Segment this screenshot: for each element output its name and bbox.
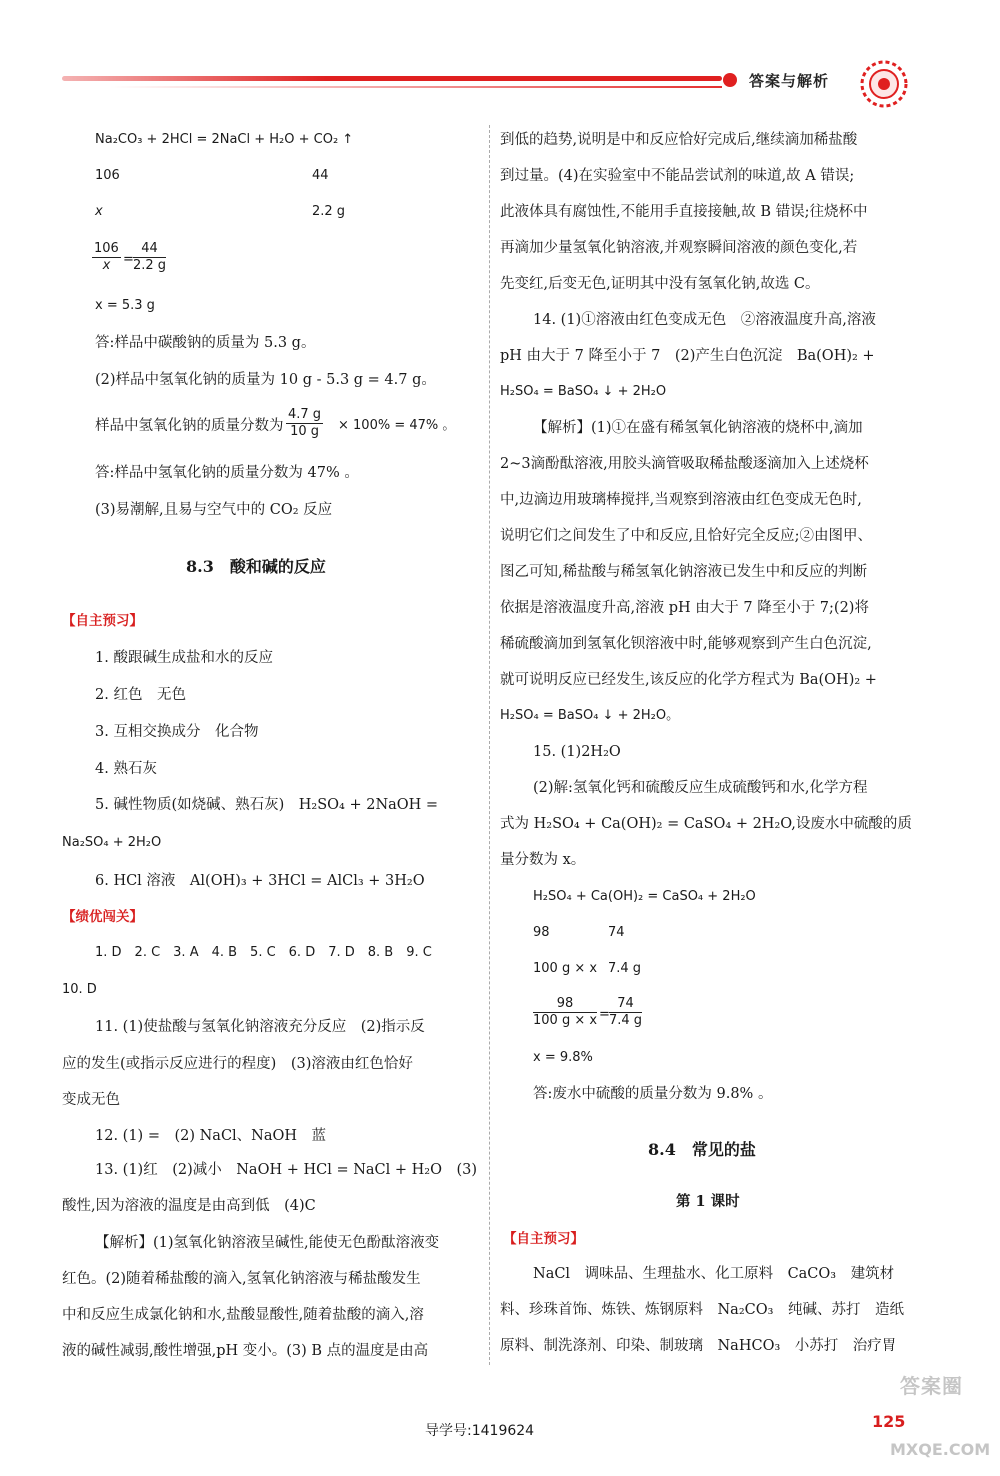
- right-line-5: 先变红,后变无色,证明其中没有氢氧化钠,故选 C。: [500, 276, 820, 292]
- mass-106: 106: [95, 168, 120, 183]
- q14-analysis-3: 中,边滴边用玻璃棒搅拌,当观察到溶液由红色变成无色时,: [500, 492, 862, 508]
- proportion2-right: [609, 996, 642, 1029]
- proportion-left: [92, 241, 121, 274]
- q14-line-3: H₂SO₄ = BaSO₄ ↓ + 2H₂O: [500, 384, 667, 399]
- guide-code: 导学号:1419624: [425, 1423, 535, 1439]
- q14-line-1: 14. (1)①溶液由红色变成无色 ②溶液温度升高,溶液: [533, 312, 876, 328]
- column-divider: [489, 125, 490, 1365]
- multiple-choice-2: 10. D: [62, 982, 97, 997]
- proportion2-left-den: 100 g × x: [533, 1013, 598, 1028]
- q13-analysis-4: 液的碱性减弱,酸性增强,pH 变小。(3) B 点的温度是由高: [62, 1343, 429, 1359]
- answer-1: 答:样品中碳酸钠的质量为 5.3 g。: [95, 335, 316, 351]
- mass-x: x: [95, 204, 103, 219]
- multiple-choice-1: 1. D 2. C 3. A 4. B 5. C 6. D 7. D 8. B 9. C: [95, 945, 432, 960]
- header-bullet-icon: [723, 73, 737, 87]
- section-8-3-title: 8.3 酸和碱的反应: [186, 557, 326, 576]
- header-title: 答案与解析: [749, 72, 830, 90]
- part-4: (3)易潮解,且易与空气中的 CO₂ 反应: [95, 502, 333, 518]
- tag-excellence: 【绩优闯关】: [62, 909, 143, 925]
- mass-7.4g: 7.4 g: [608, 961, 642, 976]
- preview-item-1: 1. 酸跟碱生成盐和水的反应: [95, 650, 273, 666]
- proportion-equals: =: [123, 252, 134, 267]
- right-line-4: 再滴加少量氢氧化钠溶液,并观察瞬间溶液的颜色变化,若: [500, 240, 858, 256]
- q13-line-2: 酸性,因为溶液的温度是由高到低 (4)C: [62, 1198, 316, 1214]
- q13-analysis-1: 【解析】(1)氢氧化钠溶液呈碱性,能使无色酚酞溶液变: [95, 1235, 440, 1251]
- part-3-suffix: × 100% = 47% 。: [338, 418, 456, 433]
- proportion-right-num: 44: [133, 241, 166, 258]
- q13-analysis-3: 中和反应生成氯化钠和水,盐酸显酸性,随着盐酸的滴入,溶: [62, 1307, 424, 1323]
- x-result: x = 5.3 g: [95, 298, 155, 313]
- proportion-right: [133, 241, 166, 274]
- q15-line-2: (2)解:氢氧化钙和硫酸反应生成硫酸钙和水,化学方程: [533, 780, 868, 796]
- proportion-right-den: 2.2 g: [133, 258, 167, 273]
- part-2: (2)样品中氢氧化钠的质量为 10 g - 5.3 g = 4.7 g。: [95, 372, 436, 388]
- preview-item-2: 2. 红色 无色: [95, 687, 186, 703]
- answer-2: 答:样品中氢氧化钠的质量分数为 47% 。: [95, 465, 359, 481]
- proportion-left-den: x: [102, 258, 111, 273]
- percent-fraction: [286, 407, 323, 440]
- q14-analysis-5: 图乙可知,稀盐酸与稀氢氧化钠溶液已发生中和反应的判断: [500, 564, 868, 580]
- q14-analysis-8: 就可说明反应已经发生,该反应的化学方程式为 Ba(OH)₂ +: [500, 672, 877, 688]
- q13-analysis-2: 红色。(2)随着稀盐酸的滴入,氢氧化钠溶液与稀盐酸发生: [62, 1271, 421, 1287]
- q14-analysis-6: 依据是溶液温度升高,溶液 pH 由大于 7 降至小于 7;(2)将: [500, 600, 869, 616]
- proportion-left-num: 106: [94, 241, 119, 256]
- header-rule-thin: [110, 86, 722, 88]
- q11-line-3: 变成无色: [62, 1092, 120, 1108]
- salt-line-3: 原料、制洗涤剂、印染、制玻璃 NaHCO₃ 小苏打 治疗胃: [500, 1338, 897, 1354]
- proportion2-right-den: 7.4 g: [609, 1013, 643, 1028]
- lesson-title: 第 1 课时: [676, 1193, 740, 1210]
- q13-line-1: 13. (1)红 (2)减小 NaOH + HCl = NaCl + H₂O (3): [95, 1162, 478, 1178]
- salt-line-2: 料、珍珠首饰、炼铁、炼钢原料 Na₂CO₃ 纯碱、苏打 造纸: [500, 1302, 904, 1318]
- preview-item-5a: 5. 碱性物质(如烧碱、熟石灰) H₂SO₄ + 2NaOH =: [95, 797, 439, 813]
- preview-item-4: 4. 熟石灰: [95, 761, 157, 777]
- q14-analysis-4: 说明它们之间发生了中和反应,且恰好完全反应;②由图甲、: [500, 528, 872, 544]
- q15-line-3: 式为 H₂SO₄ + Ca(OH)₂ = CaSO₄ + 2H₂O,设废水中硫酸的质: [500, 816, 912, 832]
- right-line-3: 此液体具有腐蚀性,不能用手直接接触,故 B 错误;往烧杯中: [500, 204, 868, 220]
- right-line-2: 到过量。(4)在实验室中不能品尝试剂的味道,故 A 错误;: [500, 168, 855, 184]
- mass-74: 74: [608, 925, 625, 940]
- header-rule: [62, 76, 722, 81]
- mass-100x: 100 g × x: [533, 961, 598, 976]
- preview-item-3: 3. 互相交换成分 化合物: [95, 724, 259, 740]
- right-line-1: 到低的趋势,说明是中和反应恰好完成后,继续滴加稀盐酸: [500, 132, 858, 148]
- equation-2: H₂SO₄ + Ca(OH)₂ = CaSO₄ + 2H₂O: [533, 889, 756, 904]
- q14-analysis-1: 【解析】(1)①在盛有稀氢氧化钠溶液的烧杯中,滴加: [533, 420, 863, 436]
- proportion2-left: [533, 996, 597, 1029]
- watermark: 答案圈: [900, 1374, 963, 1398]
- q15-line-1: 15. (1)2H₂O: [533, 744, 621, 760]
- salt-line-1: NaCl 调味品、生理盐水、化工原料 CaCO₃ 建筑材: [533, 1266, 895, 1282]
- part-3-prefix: 样品中氢氧化钠的质量分数为: [95, 418, 284, 434]
- preview-item-6: 6. HCl 溶液 Al(OH)₃ + 3HCl = AlCl₃ + 3H₂O: [95, 873, 425, 889]
- q14-analysis-7: 稀硫酸滴加到氢氧化钡溶液中时,能够观察到产生白色沉淀,: [500, 636, 872, 652]
- q14-analysis-2: 2~3滴酚酞溶液,用胶头滴管吸取稀盐酸逐滴加入上述烧杯: [500, 456, 869, 472]
- tag-self-preview-2: 【自主预习】: [503, 1231, 584, 1247]
- preview-item-5b: Na₂SO₄ + 2H₂O: [62, 835, 162, 850]
- section-8-4-title: 8.4 常见的盐: [648, 1140, 756, 1159]
- q11-line-2: 应的发生(或指示反应进行的程度) (3)溶液由红色恰好: [62, 1056, 413, 1072]
- q14-analysis-9: H₂SO₄ = BaSO₄ ↓ + 2H₂O。: [500, 708, 680, 723]
- tag-self-preview: 【自主预习】: [62, 613, 143, 629]
- page-number: 125: [872, 1412, 906, 1431]
- percent-den: 10 g: [290, 424, 319, 439]
- watermark-url: MXQE.COM: [890, 1440, 991, 1459]
- q15-line-4: 量分数为 x。: [500, 852, 586, 868]
- mass-98: 98: [533, 925, 550, 940]
- percent-num: 4.7 g: [288, 407, 322, 422]
- q14-line-2: pH 由大于 7 降至小于 7 (2)产生白色沉淀 Ba(OH)₂ +: [500, 348, 875, 364]
- proportion2-left-num: 98: [533, 996, 597, 1013]
- answer-3: 答:废水中硫酸的质量分数为 9.8% 。: [533, 1086, 773, 1102]
- mass-2.2g: 2.2 g: [312, 204, 346, 219]
- proportion2-equals: =: [599, 1007, 610, 1022]
- q12: 12. (1) = (2) NaCl、NaOH 蓝: [95, 1128, 327, 1144]
- mass-44: 44: [312, 168, 329, 183]
- flower-logo-icon: [858, 58, 910, 110]
- q11-line-1: 11. (1)使盐酸与氢氧化钠溶液充分反应 (2)指示反: [95, 1019, 425, 1035]
- proportion2-right-num: 74: [609, 996, 642, 1013]
- equation-main: Na₂CO₃ + 2HCl = 2NaCl + H₂O + CO₂ ↑: [95, 132, 354, 147]
- x-result-2: x = 9.8%: [533, 1050, 593, 1065]
